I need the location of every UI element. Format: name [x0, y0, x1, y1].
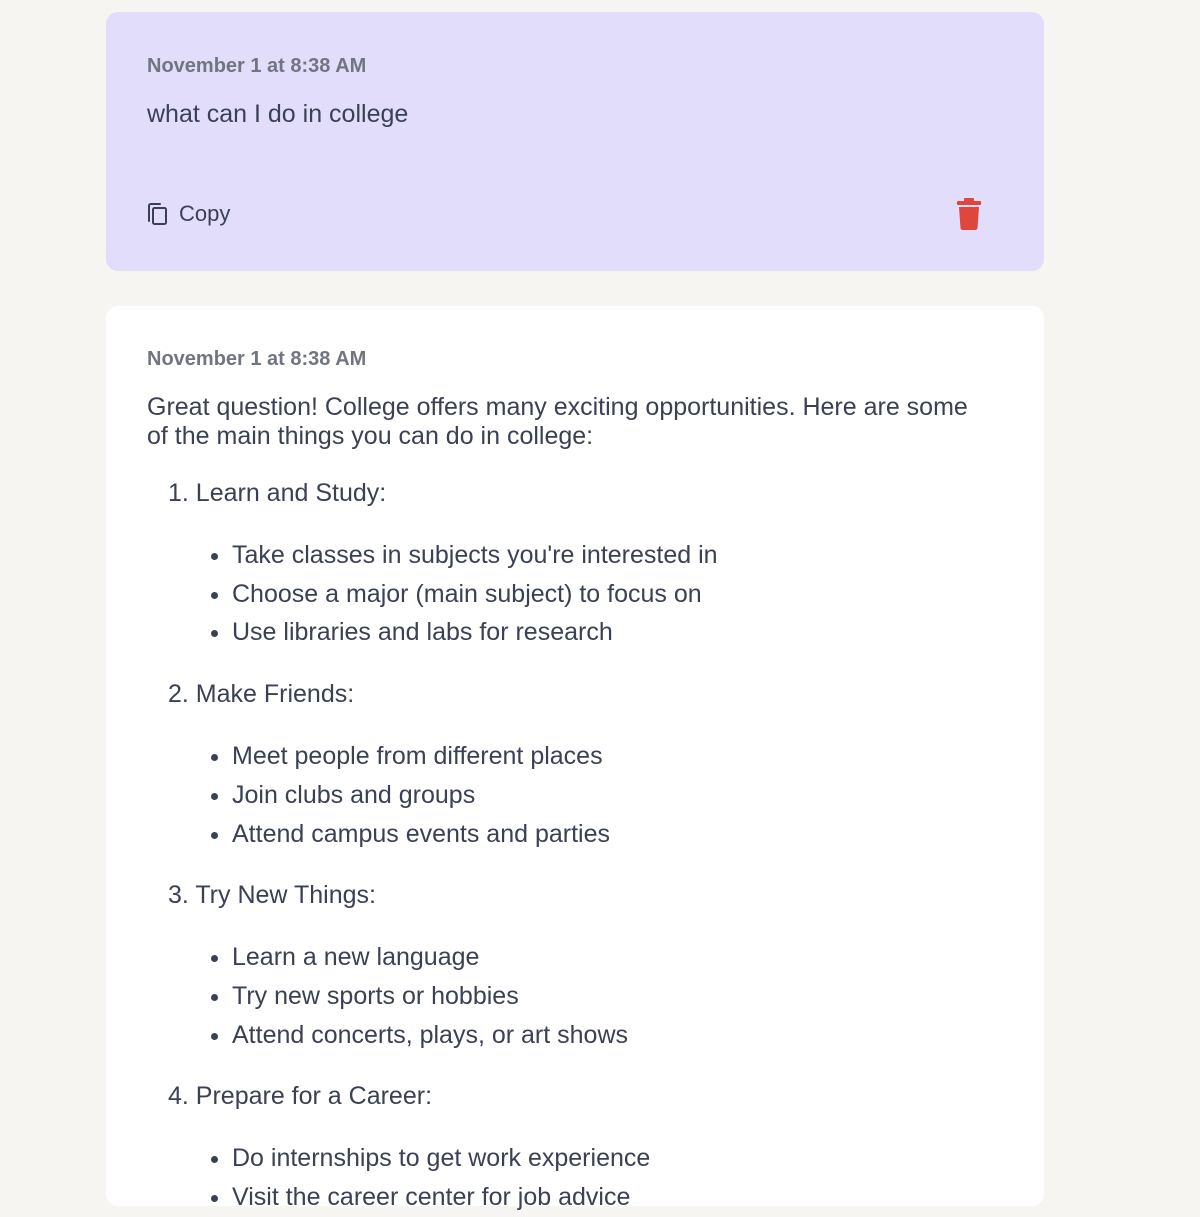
- list-item: Take classes in subjects you're interested in: [147, 536, 1003, 575]
- bullet-list: [147, 536, 1003, 652]
- list-item: Attend campus events and parties: [147, 815, 1003, 854]
- user-message-card: [106, 12, 1044, 271]
- message-timestamp: November 1 at 8:38 AM: [147, 55, 367, 77]
- user-message-text: what can I do in college: [147, 100, 409, 128]
- assistant-intro-text: Great question! College offers many exciting opportunities. Here are some of the main things you can do in college:: [147, 393, 968, 450]
- message-timestamp: November 1 at 8:38 AM: [147, 348, 367, 370]
- bullet-list: [147, 938, 1003, 1054]
- assistant-message-card: [106, 306, 1044, 1212]
- response-section: [147, 1082, 1003, 1216]
- trash-icon: [956, 218, 982, 235]
- list-item: Visit the career center for job advice: [147, 1178, 1003, 1217]
- response-section: [147, 479, 1003, 652]
- list-item: Choose a major (main subject) to focus on: [147, 575, 1003, 614]
- list-item: Join clubs and groups: [147, 776, 1003, 815]
- section-title: 3. Try New Things:: [168, 881, 376, 910]
- bullet-list: [147, 737, 1003, 853]
- section-title: 2. Make Friends:: [168, 680, 355, 709]
- bullet-list: [147, 1139, 1003, 1216]
- section-title: 1. Learn and Study:: [168, 479, 387, 507]
- list-item: Try new sports or hobbies: [147, 977, 1003, 1016]
- copy-icon: [147, 202, 169, 226]
- section-title: 4. Prepare for a Career:: [168, 1082, 433, 1111]
- response-section: [147, 680, 1003, 853]
- list-item: Use libraries and labs for research: [147, 613, 1003, 652]
- delete-button[interactable]: [956, 197, 982, 231]
- list-item: Attend concerts, plays, or art shows: [147, 1016, 1003, 1055]
- list-item: Meet people from different places: [147, 737, 1003, 776]
- list-item: Learn a new language: [147, 938, 1003, 977]
- copy-button[interactable]: [147, 201, 230, 227]
- message-actions: [147, 196, 982, 232]
- list-item: Do internships to get work experience: [147, 1139, 1003, 1178]
- response-section: [147, 881, 1003, 1054]
- copy-label: Copy: [179, 201, 231, 226]
